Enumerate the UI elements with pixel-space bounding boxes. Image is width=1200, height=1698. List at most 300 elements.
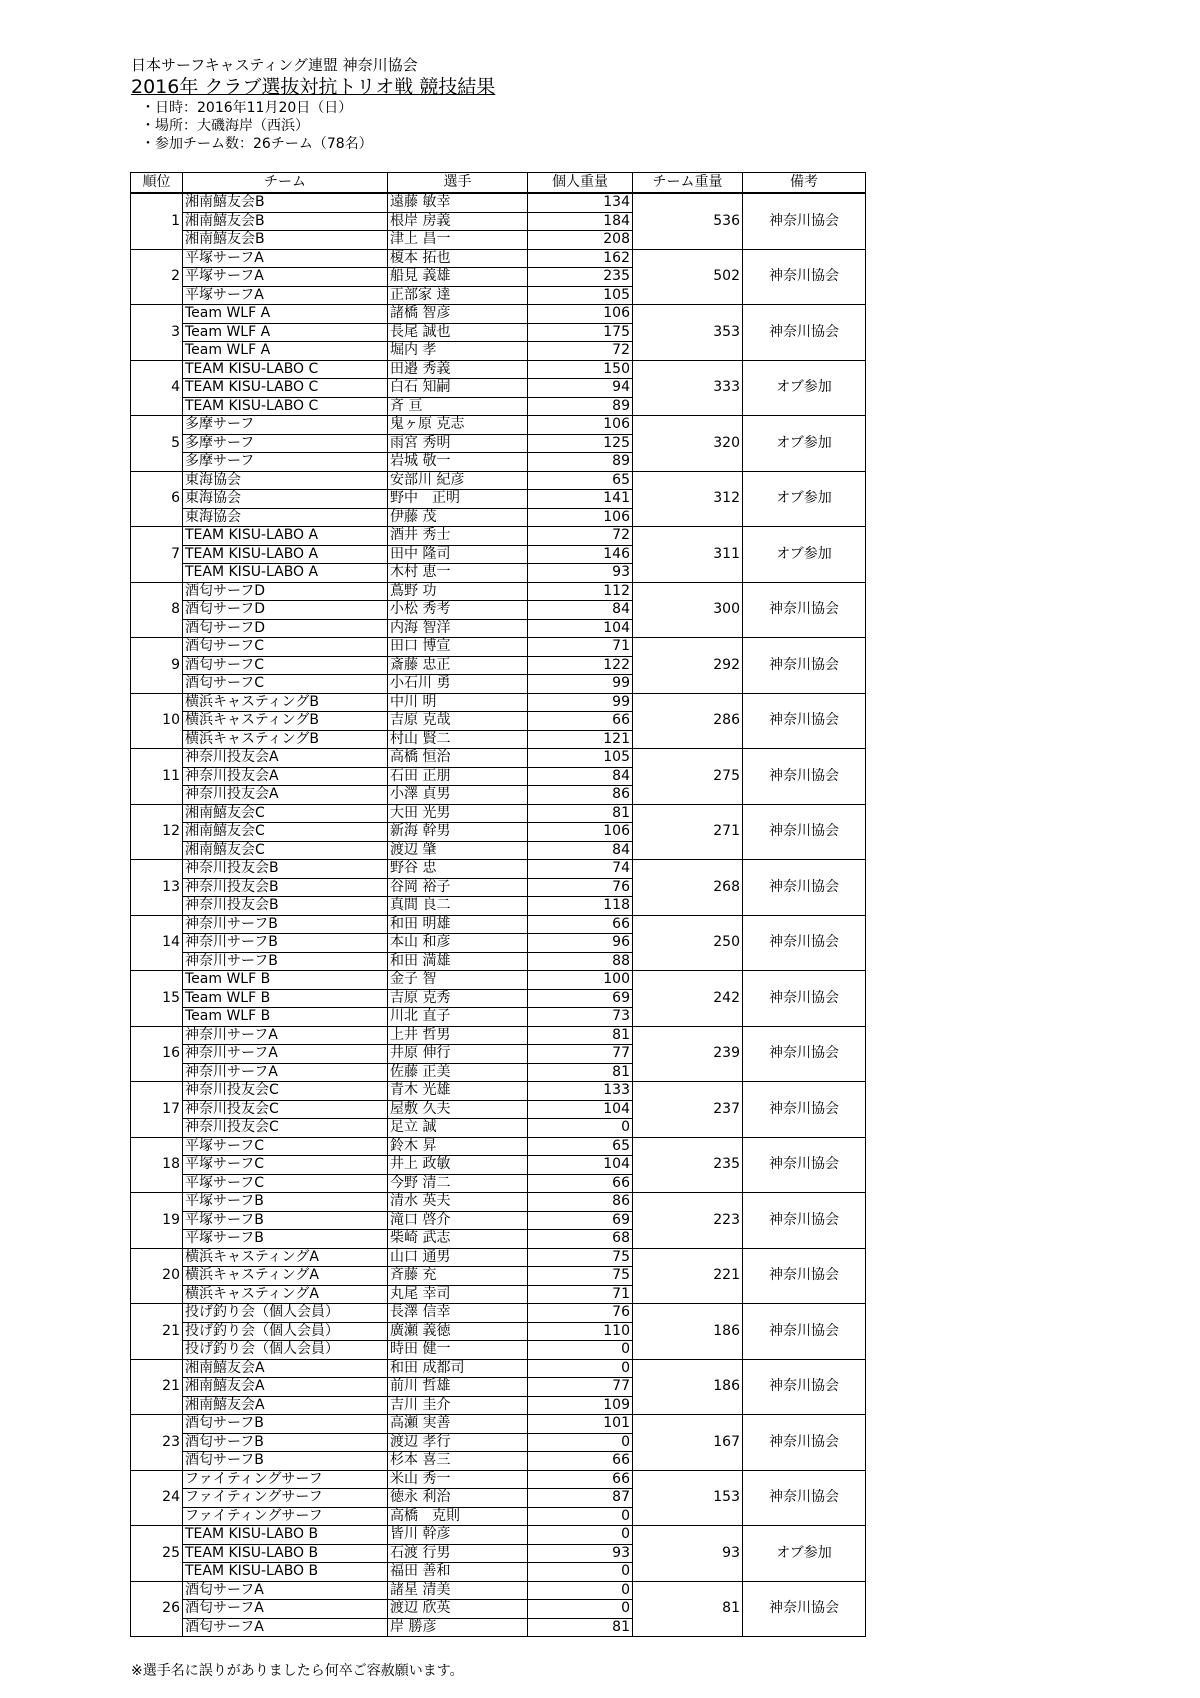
rank-cell: 23 [131, 1415, 183, 1471]
individual-weight-cell: 104 [528, 1100, 633, 1119]
table-row [131, 416, 866, 435]
team-cell: 神奈川サーフA [183, 1045, 388, 1064]
rank-cell: 11 [131, 749, 183, 805]
individual-weight-cell: 81 [528, 1026, 633, 1045]
team-cell: Team WLF A [183, 342, 388, 361]
player-cell: 清水 英夫 [388, 1193, 528, 1212]
individual-weight-cell: 96 [528, 934, 633, 953]
rank-cell: 3 [131, 305, 183, 361]
team-cell: 神奈川サーフA [183, 1026, 388, 1045]
team-cell: 多摩サーフ [183, 434, 388, 453]
individual-weight-cell: 73 [528, 1008, 633, 1027]
individual-weight-cell: 81 [528, 804, 633, 823]
individual-weight-cell: 93 [528, 1544, 633, 1563]
note-cell: オブ参加 [743, 527, 866, 583]
team-cell: 平塚サーフC [183, 1156, 388, 1175]
team-weight-cell: 250 [633, 915, 743, 971]
footnote: ※選手名に誤りがありましたら何卒ご容赦願います。 [131, 1663, 464, 1679]
team-cell: Team WLF A [183, 323, 388, 342]
note-cell: 神奈川協会 [743, 693, 866, 749]
player-cell: 遠藤 敏幸 [388, 193, 528, 212]
individual-weight-cell: 0 [528, 1433, 633, 1452]
individual-weight-cell: 75 [528, 1267, 633, 1286]
individual-weight-cell: 84 [528, 841, 633, 860]
team-weight-cell: 292 [633, 638, 743, 694]
individual-weight-cell: 109 [528, 1396, 633, 1415]
team-cell: 投げ釣り会（個人会員） [183, 1322, 388, 1341]
column-header-rank: 順位 [131, 173, 183, 194]
team-cell: 酒匂サーフB [183, 1452, 388, 1471]
team-weight-cell: 271 [633, 804, 743, 860]
individual-weight-cell: 112 [528, 582, 633, 601]
table-row [131, 1193, 866, 1212]
rank-cell: 2 [131, 249, 183, 305]
note-cell: 神奈川協会 [743, 915, 866, 971]
team-cell: 神奈川投友会A [183, 767, 388, 786]
individual-weight-cell: 104 [528, 619, 633, 638]
table-row [131, 693, 866, 712]
table-row [131, 1248, 866, 1267]
individual-weight-cell: 77 [528, 1378, 633, 1397]
player-cell: 金子 智 [388, 971, 528, 990]
player-cell: 村山 賢二 [388, 730, 528, 749]
team-weight-cell: 353 [633, 305, 743, 361]
rank-cell: 5 [131, 416, 183, 472]
player-cell: 杉本 喜三 [388, 1452, 528, 1471]
player-cell: 石渡 行男 [388, 1544, 528, 1563]
player-cell: 和田 明雄 [388, 915, 528, 934]
team-cell: ファイティングサーフ [183, 1507, 388, 1526]
player-cell: 船見 義雄 [388, 268, 528, 287]
team-weight-cell: 242 [633, 971, 743, 1027]
individual-weight-cell: 68 [528, 1230, 633, 1249]
team-cell: 平塚サーフA [183, 268, 388, 287]
player-cell: 福田 善和 [388, 1563, 528, 1582]
player-cell: 岩城 敬一 [388, 453, 528, 472]
team-cell: 横浜キャスティングB [183, 693, 388, 712]
note-cell: 神奈川協会 [743, 1082, 866, 1138]
table-row [131, 1526, 866, 1545]
player-cell: 谷岡 裕子 [388, 878, 528, 897]
team-cell: 神奈川投友会C [183, 1100, 388, 1119]
player-cell: 諸橋 智彦 [388, 305, 528, 324]
individual-weight-cell: 86 [528, 1193, 633, 1212]
player-cell: 長尾 誠也 [388, 323, 528, 342]
individual-weight-cell: 66 [528, 1174, 633, 1193]
note-cell: 神奈川協会 [743, 305, 866, 361]
team-weight-cell: 221 [633, 1248, 743, 1304]
table-row [131, 1304, 866, 1323]
team-weight-cell: 286 [633, 693, 743, 749]
individual-weight-cell: 99 [528, 693, 633, 712]
player-cell: 木村 恵一 [388, 564, 528, 583]
player-cell: 渡辺 孝行 [388, 1433, 528, 1452]
rank-cell: 15 [131, 971, 183, 1027]
player-cell: 小松 秀考 [388, 601, 528, 620]
rank-cell: 14 [131, 915, 183, 971]
team-cell: 酒匂サーフD [183, 619, 388, 638]
player-cell: 青木 光雄 [388, 1082, 528, 1101]
player-cell: 小石川 勇 [388, 675, 528, 694]
results-body [131, 193, 866, 1637]
individual-weight-cell: 84 [528, 601, 633, 620]
player-cell: 前川 哲雄 [388, 1378, 528, 1397]
rank-cell: 26 [131, 1581, 183, 1637]
team-weight-cell: 275 [633, 749, 743, 805]
table-row [131, 1137, 866, 1156]
individual-weight-cell: 75 [528, 1248, 633, 1267]
individual-weight-cell: 105 [528, 749, 633, 768]
team-cell: 酒匂サーフB [183, 1433, 388, 1452]
player-cell: 高橋 恒治 [388, 749, 528, 768]
individual-weight-cell: 66 [528, 915, 633, 934]
team-cell: 横浜キャスティングA [183, 1248, 388, 1267]
player-cell: 岸 勝彦 [388, 1618, 528, 1637]
team-weight-cell: 186 [633, 1359, 743, 1415]
team-cell: 湘南鱚友会B [183, 231, 388, 250]
individual-weight-cell: 89 [528, 397, 633, 416]
table-row [131, 527, 866, 546]
team-weight-cell: 239 [633, 1026, 743, 1082]
rank-cell: 17 [131, 1082, 183, 1138]
team-cell: 酒匂サーフC [183, 675, 388, 694]
team-cell: 酒匂サーフB [183, 1415, 388, 1434]
team-cell: 酒匂サーフC [183, 656, 388, 675]
individual-weight-cell: 74 [528, 860, 633, 879]
player-cell: 野中 正明 [388, 490, 528, 509]
note-cell: 神奈川協会 [743, 1415, 866, 1471]
team-cell: 平塚サーフB [183, 1193, 388, 1212]
team-cell: TEAM KISU-LABO C [183, 360, 388, 379]
team-weight-cell: 311 [633, 527, 743, 583]
player-cell: 和田 成都司 [388, 1359, 528, 1378]
player-cell: 田中 隆司 [388, 545, 528, 564]
individual-weight-cell: 72 [528, 342, 633, 361]
table-row [131, 305, 866, 324]
player-cell: 佐藤 正美 [388, 1063, 528, 1082]
individual-weight-cell: 76 [528, 878, 633, 897]
team-weight-cell: 268 [633, 860, 743, 916]
column-header-team-weight: チーム重量 [633, 173, 743, 194]
team-cell: TEAM KISU-LABO C [183, 379, 388, 398]
team-cell: 神奈川サーフB [183, 934, 388, 953]
team-cell: 平塚サーフC [183, 1137, 388, 1156]
player-cell: 丸尾 幸司 [388, 1285, 528, 1304]
note-cell: 神奈川協会 [743, 749, 866, 805]
team-cell: 神奈川投友会B [183, 897, 388, 916]
rank-cell: 13 [131, 860, 183, 916]
rank-cell: 20 [131, 1248, 183, 1304]
player-cell: 堀内 孝 [388, 342, 528, 361]
table-row [131, 582, 866, 601]
team-cell: 東海協会 [183, 471, 388, 490]
team-weight-cell: 235 [633, 1137, 743, 1193]
table-row [131, 1581, 866, 1600]
note-cell: オブ参加 [743, 471, 866, 527]
player-cell: 井上 政敏 [388, 1156, 528, 1175]
individual-weight-cell: 89 [528, 453, 633, 472]
team-cell: 酒匂サーフD [183, 601, 388, 620]
note-cell: 神奈川協会 [743, 1193, 866, 1249]
team-cell: TEAM KISU-LABO C [183, 397, 388, 416]
player-cell: 川北 直子 [388, 1008, 528, 1027]
player-cell: 皆川 幹彦 [388, 1526, 528, 1545]
team-weight-cell: 320 [633, 416, 743, 472]
table-row [131, 1026, 866, 1045]
individual-weight-cell: 88 [528, 952, 633, 971]
individual-weight-cell: 121 [528, 730, 633, 749]
player-cell: 田口 博宣 [388, 638, 528, 657]
player-cell: 今野 清二 [388, 1174, 528, 1193]
player-cell: 斉 亘 [388, 397, 528, 416]
individual-weight-cell: 0 [528, 1526, 633, 1545]
player-cell: 長澤 信幸 [388, 1304, 528, 1323]
team-cell: 横浜キャスティングB [183, 730, 388, 749]
individual-weight-cell: 208 [528, 231, 633, 250]
player-cell: 伊藤 茂 [388, 508, 528, 527]
team-cell: 神奈川投友会B [183, 860, 388, 879]
player-cell: 上井 哲男 [388, 1026, 528, 1045]
player-cell: 滝口 啓介 [388, 1211, 528, 1230]
individual-weight-cell: 71 [528, 1285, 633, 1304]
individual-weight-cell: 110 [528, 1322, 633, 1341]
team-cell: 神奈川サーフB [183, 915, 388, 934]
individual-weight-cell: 133 [528, 1082, 633, 1101]
player-cell: 石田 正朋 [388, 767, 528, 786]
player-cell: 柴崎 武志 [388, 1230, 528, 1249]
rank-cell: 19 [131, 1193, 183, 1249]
individual-weight-cell: 106 [528, 416, 633, 435]
individual-weight-cell: 104 [528, 1156, 633, 1175]
individual-weight-cell: 77 [528, 1045, 633, 1064]
rank-cell: 16 [131, 1026, 183, 1082]
individual-weight-cell: 0 [528, 1359, 633, 1378]
player-cell: 諸星 清美 [388, 1581, 528, 1600]
player-cell: 斉藤 充 [388, 1267, 528, 1286]
individual-weight-cell: 134 [528, 193, 633, 212]
player-cell: 山口 通男 [388, 1248, 528, 1267]
team-cell: TEAM KISU-LABO B [183, 1563, 388, 1582]
player-cell: 和田 満雄 [388, 952, 528, 971]
player-cell: 足立 誠 [388, 1119, 528, 1138]
individual-weight-cell: 184 [528, 212, 633, 231]
note-cell: 神奈川協会 [743, 971, 866, 1027]
note-cell: オブ参加 [743, 1526, 866, 1582]
individual-weight-cell: 66 [528, 1452, 633, 1471]
player-cell: 吉原 克哉 [388, 712, 528, 731]
team-cell: 湘南鱚友会B [183, 193, 388, 212]
team-cell: 平塚サーフC [183, 1174, 388, 1193]
team-cell: 神奈川サーフB [183, 952, 388, 971]
player-cell: 徳永 利治 [388, 1489, 528, 1508]
note-cell: 神奈川協会 [743, 1470, 866, 1526]
individual-weight-cell: 69 [528, 989, 633, 1008]
player-cell: 時田 健一 [388, 1341, 528, 1360]
team-cell: 湘南鱚友会B [183, 212, 388, 231]
rank-cell: 4 [131, 360, 183, 416]
team-weight-cell: 93 [633, 1526, 743, 1582]
team-cell: TEAM KISU-LABO B [183, 1544, 388, 1563]
note-cell: 神奈川協会 [743, 249, 866, 305]
individual-weight-cell: 84 [528, 767, 633, 786]
team-cell: ファイティングサーフ [183, 1489, 388, 1508]
individual-weight-cell: 99 [528, 675, 633, 694]
individual-weight-cell: 66 [528, 712, 633, 731]
note-cell: 神奈川協会 [743, 1248, 866, 1304]
individual-weight-cell: 94 [528, 379, 633, 398]
player-cell: 高瀬 実善 [388, 1415, 528, 1434]
player-cell: 高橋 克則 [388, 1507, 528, 1526]
table-row [131, 1082, 866, 1101]
table-row [131, 638, 866, 657]
table-row [131, 1470, 866, 1489]
rank-cell: 8 [131, 582, 183, 638]
player-cell: 根岸 房義 [388, 212, 528, 231]
player-cell: 白石 知嗣 [388, 379, 528, 398]
individual-weight-cell: 0 [528, 1341, 633, 1360]
table-row [131, 860, 866, 879]
individual-weight-cell: 175 [528, 323, 633, 342]
individual-weight-cell: 81 [528, 1063, 633, 1082]
player-cell: 正部家 達 [388, 286, 528, 305]
player-cell: 榎本 拓也 [388, 249, 528, 268]
player-cell: 米山 秀一 [388, 1470, 528, 1489]
team-cell: 横浜キャスティングA [183, 1267, 388, 1286]
team-weight-cell: 223 [633, 1193, 743, 1249]
team-cell: 湘南鱚友会C [183, 841, 388, 860]
individual-weight-cell: 141 [528, 490, 633, 509]
team-cell: TEAM KISU-LABO A [183, 545, 388, 564]
team-weight-cell: 536 [633, 193, 743, 249]
table-row [131, 804, 866, 823]
player-cell: 酒井 秀士 [388, 527, 528, 546]
team-cell: 酒匂サーフA [183, 1581, 388, 1600]
table-row [131, 249, 866, 268]
team-cell: 湘南鱚友会C [183, 823, 388, 842]
player-cell: 本山 和彦 [388, 934, 528, 953]
team-cell: 横浜キャスティングA [183, 1285, 388, 1304]
team-cell: Team WLF B [183, 971, 388, 990]
individual-weight-cell: 0 [528, 1600, 633, 1619]
column-header-notes: 備考 [743, 173, 866, 194]
rank-cell: 10 [131, 693, 183, 749]
individual-weight-cell: 0 [528, 1119, 633, 1138]
note-cell: 神奈川協会 [743, 1304, 866, 1360]
team-weight-cell: 186 [633, 1304, 743, 1360]
individual-weight-cell: 86 [528, 786, 633, 805]
note-cell: 神奈川協会 [743, 1359, 866, 1415]
player-cell: 津上 昌一 [388, 231, 528, 250]
note-cell: 神奈川協会 [743, 1137, 866, 1193]
player-cell: 斎藤 忠正 [388, 656, 528, 675]
team-cell: 神奈川投友会A [183, 749, 388, 768]
individual-weight-cell: 122 [528, 656, 633, 675]
individual-weight-cell: 66 [528, 1470, 633, 1489]
team-cell: Team WLF B [183, 989, 388, 1008]
team-weight-cell: 333 [633, 360, 743, 416]
player-cell: 真間 良二 [388, 897, 528, 916]
column-header-individual-weight: 個人重量 [528, 173, 633, 194]
team-cell: 投げ釣り会（個人会員） [183, 1341, 388, 1360]
note-cell: オブ参加 [743, 360, 866, 416]
team-cell: 平塚サーフB [183, 1211, 388, 1230]
team-cell: Team WLF B [183, 1008, 388, 1027]
individual-weight-cell: 69 [528, 1211, 633, 1230]
team-cell: 湘南鱚友会A [183, 1378, 388, 1397]
team-weight-cell: 312 [633, 471, 743, 527]
individual-weight-cell: 100 [528, 971, 633, 990]
individual-weight-cell: 106 [528, 508, 633, 527]
rank-cell: 25 [131, 1526, 183, 1582]
event-date: ・日時：2016年11月20日（日） [141, 100, 353, 116]
player-cell: 蔦野 功 [388, 582, 528, 601]
individual-weight-cell: 72 [528, 527, 633, 546]
team-count: ・参加チーム数：26チーム（78名） [141, 136, 373, 152]
note-cell: オブ参加 [743, 416, 866, 472]
team-cell: 横浜キャスティングB [183, 712, 388, 731]
column-header-team: チーム [183, 173, 388, 194]
player-cell: 吉原 克秀 [388, 989, 528, 1008]
team-cell: 酒匂サーフC [183, 638, 388, 657]
individual-weight-cell: 235 [528, 268, 633, 287]
team-cell: 酒匂サーフA [183, 1618, 388, 1637]
team-cell: 酒匂サーフA [183, 1600, 388, 1619]
individual-weight-cell: 150 [528, 360, 633, 379]
team-cell: 酒匂サーフD [183, 582, 388, 601]
table-row [131, 971, 866, 990]
note-cell: 神奈川協会 [743, 1026, 866, 1082]
individual-weight-cell: 146 [528, 545, 633, 564]
table-row [131, 915, 866, 934]
rank-cell: 1 [131, 193, 183, 249]
individual-weight-cell: 106 [528, 305, 633, 324]
note-cell: 神奈川協会 [743, 638, 866, 694]
page-title: 2016年 クラブ選抜対抗トリオ戦 競技結果 [131, 76, 496, 98]
team-weight-cell: 167 [633, 1415, 743, 1471]
team-cell: 平塚サーフB [183, 1230, 388, 1249]
column-header-player: 選手 [388, 173, 528, 194]
team-cell: 神奈川サーフA [183, 1063, 388, 1082]
team-cell: 多摩サーフ [183, 416, 388, 435]
rank-cell: 21 [131, 1304, 183, 1360]
team-cell: TEAM KISU-LABO B [183, 1526, 388, 1545]
rank-cell: 21 [131, 1359, 183, 1415]
team-cell: Team WLF A [183, 305, 388, 324]
rank-cell: 12 [131, 804, 183, 860]
team-cell: 湘南鱚友会A [183, 1359, 388, 1378]
team-weight-cell: 300 [633, 582, 743, 638]
team-cell: ファイティングサーフ [183, 1470, 388, 1489]
organization-name: 日本サーフキャスティング連盟 神奈川協会 [131, 56, 418, 74]
table-row [131, 471, 866, 490]
player-cell: 渡辺 欣英 [388, 1600, 528, 1619]
table-row [131, 360, 866, 379]
team-weight-cell: 237 [633, 1082, 743, 1138]
team-cell: TEAM KISU-LABO A [183, 564, 388, 583]
player-cell: 廣瀬 義徳 [388, 1322, 528, 1341]
team-cell: 東海協会 [183, 508, 388, 527]
player-cell: 吉川 圭介 [388, 1396, 528, 1415]
table-row [131, 193, 866, 212]
team-cell: 東海協会 [183, 490, 388, 509]
team-cell: 投げ釣り会（個人会員） [183, 1304, 388, 1323]
rank-cell: 6 [131, 471, 183, 527]
team-cell: 湘南鱚友会A [183, 1396, 388, 1415]
note-cell: 神奈川協会 [743, 804, 866, 860]
team-cell: 平塚サーフA [183, 249, 388, 268]
team-weight-cell: 153 [633, 1470, 743, 1526]
rank-cell: 24 [131, 1470, 183, 1526]
